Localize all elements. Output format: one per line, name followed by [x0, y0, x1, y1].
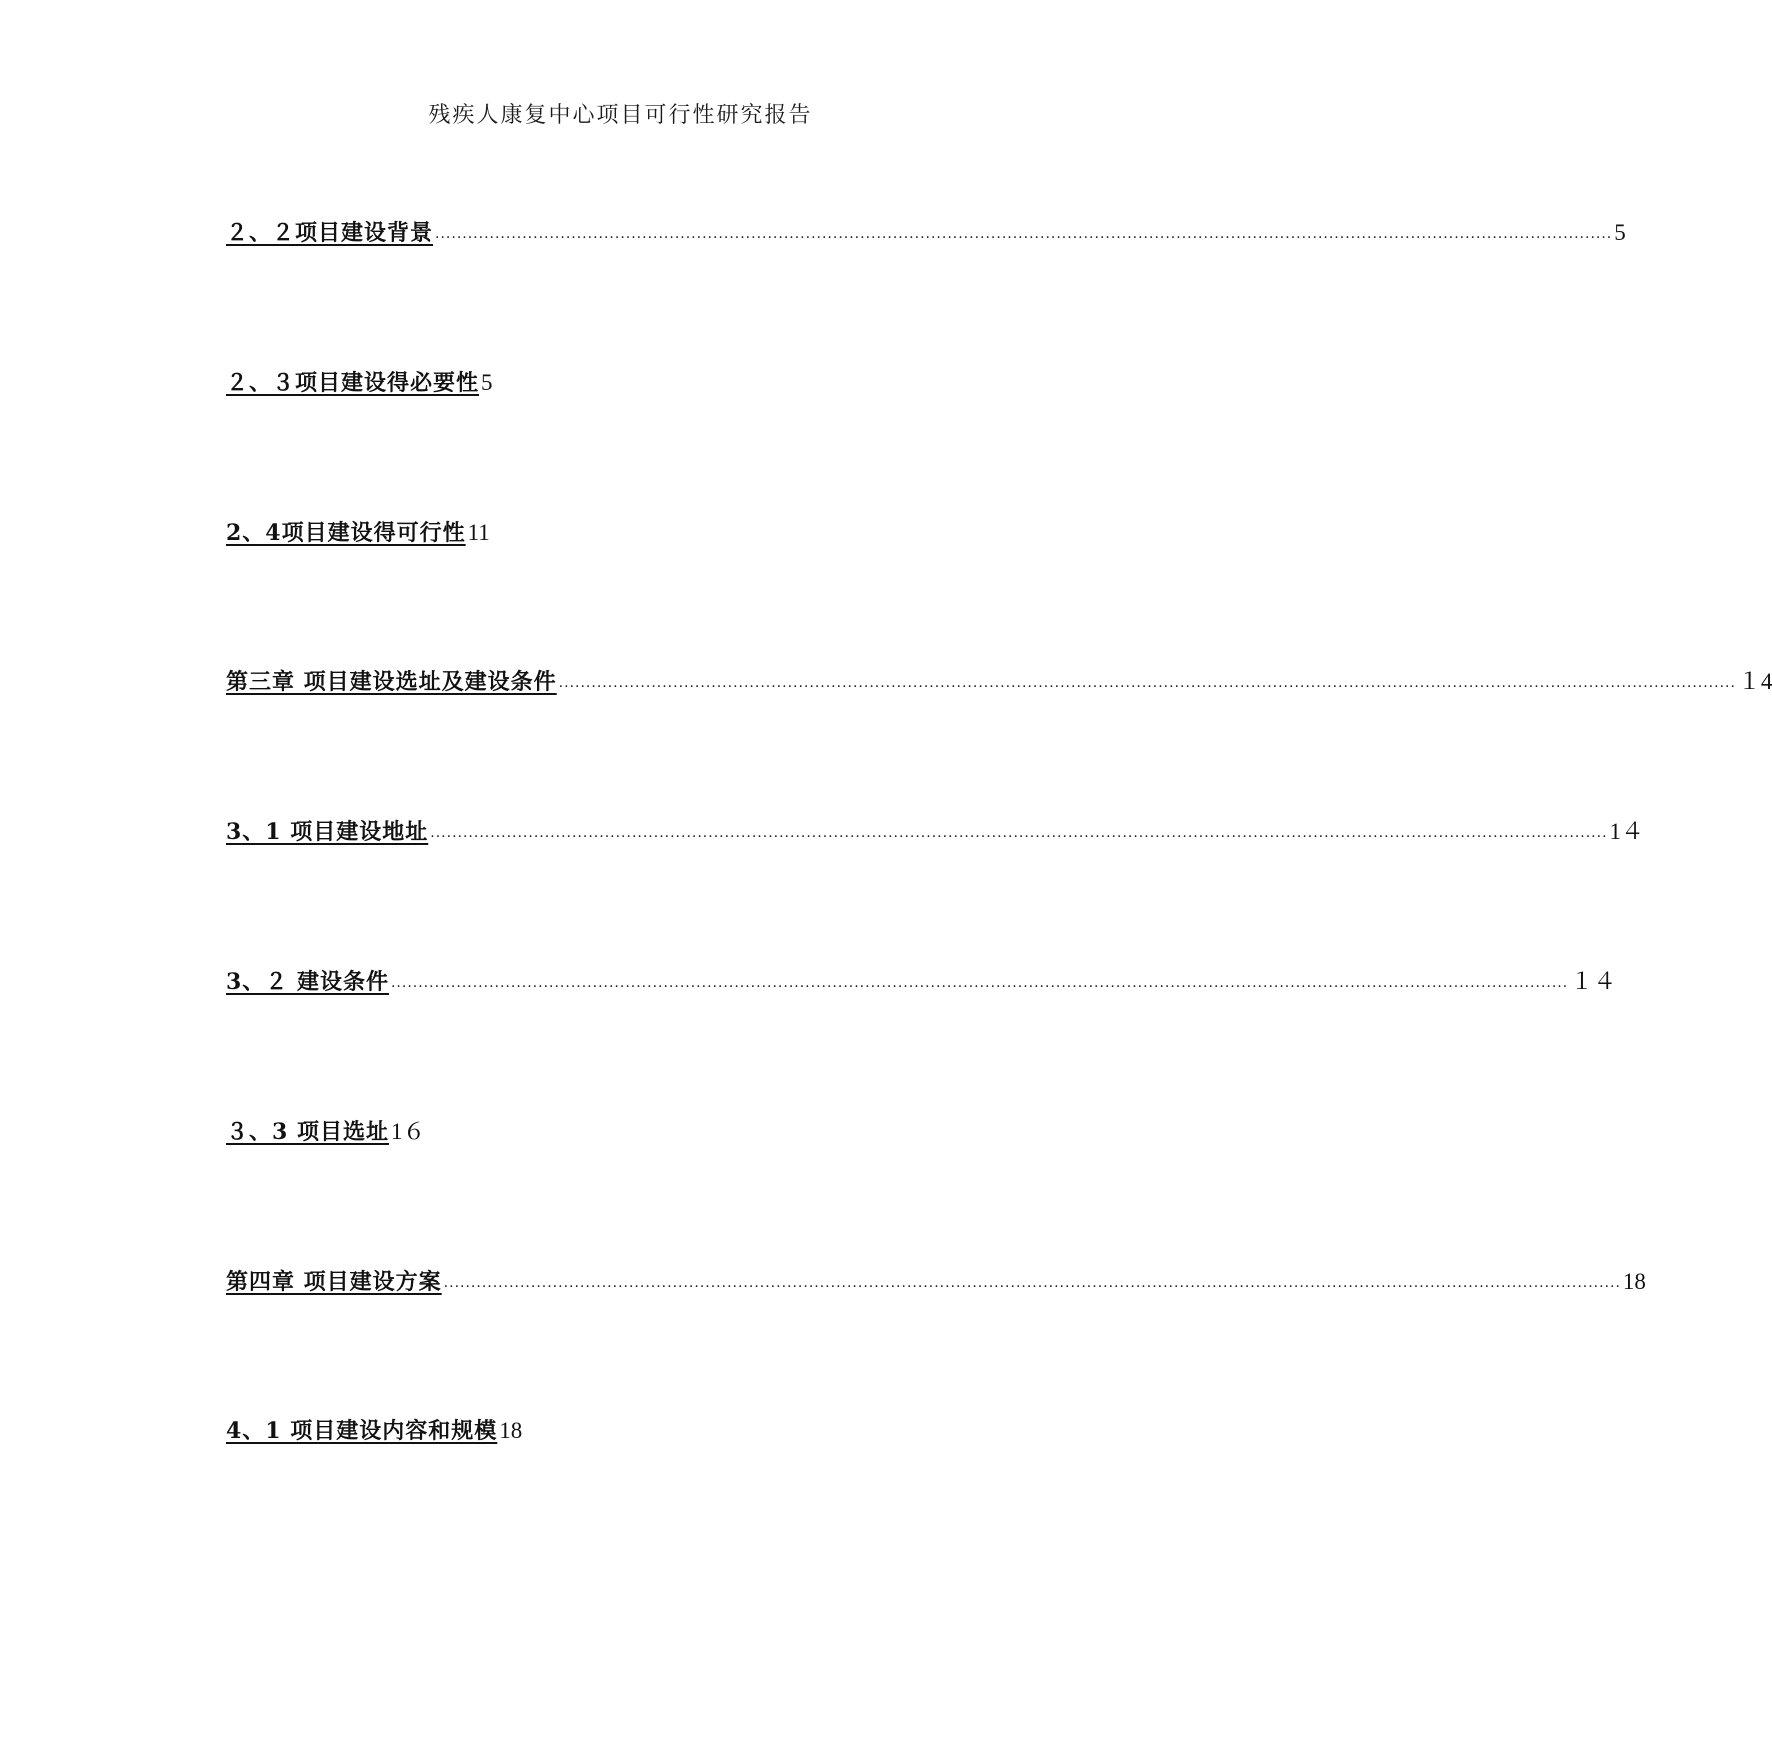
toc-entry-title[interactable]: 3、２ 建设条件	[226, 969, 389, 995]
toc-entry-title[interactable]: ２、２项目建设背景	[226, 220, 434, 246]
toc-entry-3-3[interactable]	[226, 1113, 425, 1147]
toc-dot-leader: ........................................................................................................................................................................................................................	[558, 675, 1736, 691]
toc-entry-2-3[interactable]	[226, 364, 493, 398]
toc-dot-leader: ........................................................................................................................................................................................................................	[390, 975, 1569, 991]
toc-entry-title[interactable]: 第三章 项目建设选址及建设条件	[226, 669, 557, 695]
toc-page-number: 1４	[1609, 819, 1645, 844]
toc-page-number: 18	[499, 1418, 523, 1443]
toc-entry-chapter-4[interactable]	[226, 1263, 1646, 1297]
toc-page-number: 1６	[390, 1119, 426, 1144]
toc-page-number: 18	[1622, 1269, 1646, 1294]
toc-entry-2-2[interactable]	[226, 214, 1626, 248]
toc-dot-leader: ........................................................................................................................................................................................................................	[435, 226, 1613, 242]
toc-dot-leader: ........................................................................................................................................................................................................................	[443, 1275, 1621, 1291]
toc-page-number: １４	[1570, 969, 1617, 994]
toc-entry-3-1[interactable]	[226, 813, 1645, 847]
toc-page-number: 5	[481, 370, 493, 395]
toc-page-number: １4	[1737, 669, 1772, 694]
toc-page-number: 11	[467, 520, 490, 545]
page-header-title: 残疾人康复中心项目可行性研究报告	[428, 103, 813, 128]
toc-entry-4-1[interactable]	[226, 1412, 522, 1446]
toc-entry-title[interactable]: 4、1 项目建设内容和规模	[226, 1418, 498, 1444]
toc-entry-3-2[interactable]	[226, 963, 1617, 997]
toc-dot-leader: ........................................................................................................................................................................................................................	[430, 825, 1608, 841]
toc-entry-title[interactable]: ３、3 项目选址	[226, 1119, 389, 1145]
toc-page-number: 5	[1614, 220, 1626, 245]
toc-entry-chapter-3[interactable]	[226, 663, 1772, 697]
toc-entry-title[interactable]: ２、３项目建设得必要性	[226, 370, 480, 396]
toc-entry-title[interactable]: 3、1 项目建设地址	[226, 819, 429, 845]
toc-entry-2-4[interactable]	[226, 514, 490, 548]
toc-entry-title[interactable]: 2、4项目建设得可行性	[226, 520, 466, 546]
toc-entry-title[interactable]: 第四章 项目建设方案	[226, 1269, 442, 1295]
